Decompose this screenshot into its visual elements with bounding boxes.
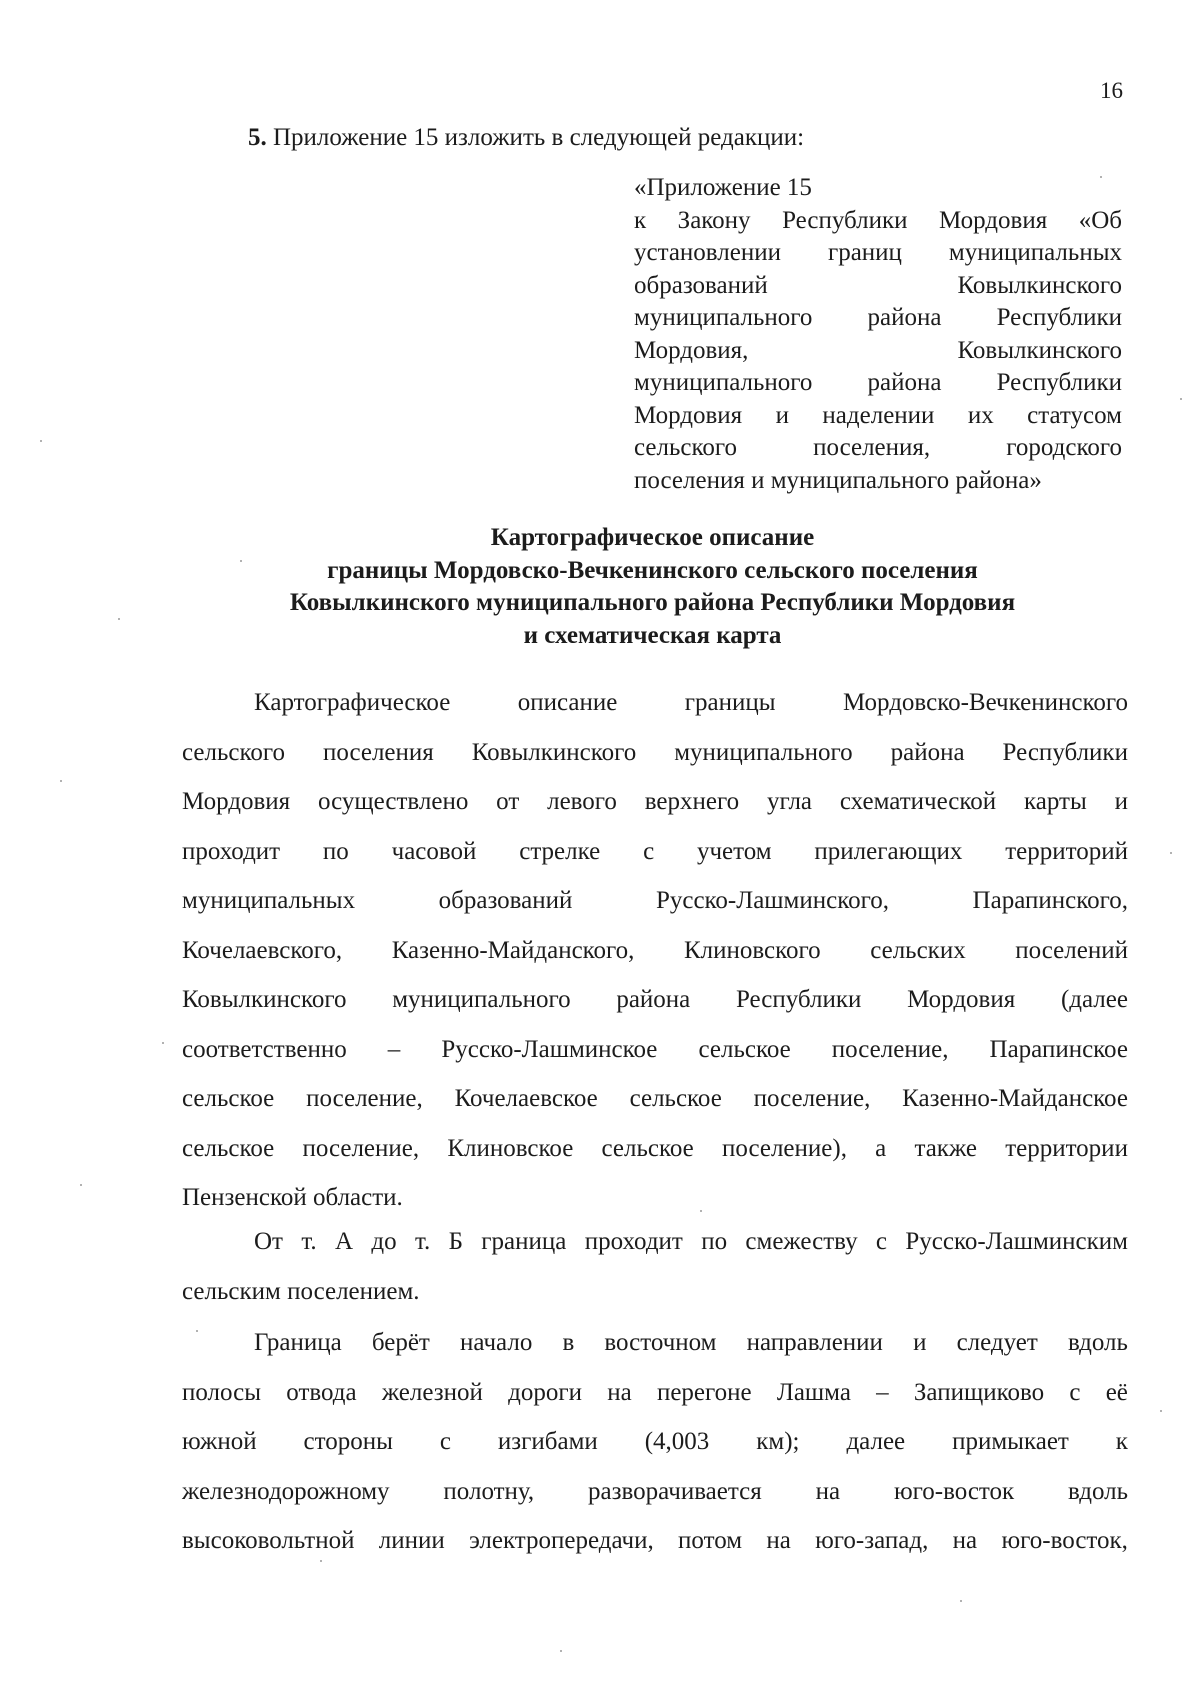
word: Б xyxy=(448,1228,463,1255)
word: верхнего xyxy=(644,788,740,815)
word: сельское xyxy=(601,1134,694,1162)
word: муниципальных xyxy=(948,239,1122,266)
word: Мордовско-Вечкенинского xyxy=(842,689,1128,716)
word: Республики xyxy=(735,986,862,1013)
word: муниципальных xyxy=(182,887,356,914)
word: поселение, xyxy=(302,1134,420,1162)
word: и xyxy=(913,1329,927,1356)
appendix-line xyxy=(634,237,1122,270)
word: района xyxy=(616,986,691,1013)
word: юго-восток, xyxy=(1001,1527,1128,1554)
word: железнодорожному xyxy=(182,1477,390,1505)
word: поселение), xyxy=(721,1134,847,1162)
paragraph-route xyxy=(182,1318,1128,1566)
word: района xyxy=(867,369,942,396)
appendix-line xyxy=(634,367,1122,400)
word: Ковылкинского xyxy=(471,738,637,766)
paragraph-line xyxy=(182,678,1128,728)
word: сельское xyxy=(698,1035,791,1063)
word: границ xyxy=(827,239,902,266)
word: потом xyxy=(678,1527,743,1554)
word: Русско-Лашминское xyxy=(441,1035,658,1063)
word: южной xyxy=(182,1428,257,1455)
word: в xyxy=(562,1329,575,1356)
word: вдоль xyxy=(1068,1477,1128,1505)
word: городского xyxy=(1006,434,1122,461)
word: района xyxy=(867,304,942,331)
scan-speck xyxy=(1180,398,1182,400)
appendix-line xyxy=(634,335,1122,368)
appendix-heading: «Приложение 15 xyxy=(634,174,812,201)
paragraph-last-line-text: Пензенской области. xyxy=(182,1184,403,1211)
scan-speck xyxy=(320,1560,322,1562)
word: Кочелаевского, xyxy=(182,936,343,964)
word: Республики xyxy=(782,206,908,234)
word: Клиновское xyxy=(447,1134,574,1162)
word: Ковылкинского xyxy=(957,336,1122,364)
word: юго-восток xyxy=(893,1477,1015,1505)
word: полотну, xyxy=(443,1477,535,1505)
word: примыкает xyxy=(952,1428,1069,1455)
document-title xyxy=(180,522,1125,652)
word: их xyxy=(967,401,994,429)
word: описание xyxy=(517,689,618,716)
scan-speck xyxy=(196,1330,198,1332)
word: Русско-Лашминским xyxy=(905,1228,1128,1255)
word: соответственно xyxy=(182,1035,347,1063)
word: – xyxy=(876,1378,889,1406)
word: схематической xyxy=(839,788,997,815)
appendix-line xyxy=(634,400,1122,433)
word: сельских xyxy=(870,936,966,964)
word: вдоль xyxy=(1067,1329,1128,1356)
word: статусом xyxy=(1027,401,1122,429)
word: её xyxy=(1105,1378,1128,1406)
word: Закону xyxy=(677,206,751,234)
word: также xyxy=(914,1134,977,1162)
word: Кочелаевское xyxy=(454,1085,598,1112)
word: (далее xyxy=(1060,986,1128,1013)
word: км); xyxy=(756,1428,800,1455)
word: к xyxy=(634,206,647,234)
scan-speck xyxy=(1100,176,1102,178)
appendix-line xyxy=(634,205,1122,238)
scan-speck xyxy=(162,1042,164,1044)
word: полосы xyxy=(182,1378,262,1406)
page-number: 16 xyxy=(1100,78,1123,103)
word: сельское xyxy=(182,1134,275,1162)
word: перегоне xyxy=(656,1378,752,1406)
word: начало xyxy=(459,1329,533,1356)
instruction-number: 5. xyxy=(248,124,267,151)
word: по xyxy=(322,837,349,865)
title-line: Картографическое описание xyxy=(490,524,815,551)
word: стороны xyxy=(303,1428,393,1455)
word: Запищиково xyxy=(913,1378,1045,1406)
word: – xyxy=(387,1035,401,1063)
appendix-line xyxy=(634,432,1122,465)
paragraph-line xyxy=(182,1025,1128,1075)
word: Казенно-Майданского, xyxy=(391,936,635,964)
appendix-caption xyxy=(634,172,1122,497)
word: сельского xyxy=(634,434,737,461)
scan-speck xyxy=(60,780,62,782)
appendix-line xyxy=(634,270,1122,303)
word: (4,003 xyxy=(644,1428,710,1455)
paragraph-line xyxy=(182,1217,1128,1267)
word: берёт xyxy=(371,1329,430,1356)
word: установлении xyxy=(634,239,781,266)
paragraph-segment-a-b xyxy=(182,1217,1128,1316)
scan-speck xyxy=(240,560,242,562)
word: проходит xyxy=(584,1228,683,1255)
paragraph-last-line-text: сельским поселением. xyxy=(182,1277,420,1305)
word: с xyxy=(875,1228,888,1255)
scan-speck xyxy=(40,440,42,442)
word: от xyxy=(496,788,520,815)
word: Русско-Лашминского, xyxy=(655,887,889,914)
word: граница xyxy=(481,1228,567,1255)
word: Казенно-Майданское xyxy=(902,1085,1128,1112)
word: до xyxy=(371,1228,397,1255)
word: муниципального xyxy=(634,304,813,331)
word: наделении xyxy=(822,401,935,429)
scan-speck xyxy=(1160,1410,1162,1412)
word: с xyxy=(1069,1378,1081,1406)
word: угла xyxy=(766,788,813,815)
word: отвода xyxy=(286,1378,357,1406)
word: прилегающих xyxy=(814,837,963,865)
word: на xyxy=(952,1527,978,1554)
word: и xyxy=(775,401,789,429)
paragraph-line xyxy=(182,827,1128,877)
word: Мордовия xyxy=(939,206,1048,234)
word: территории xyxy=(1005,1134,1128,1162)
word: т. xyxy=(301,1228,317,1255)
scan-speck xyxy=(118,618,120,620)
word: осуществлено xyxy=(318,788,469,815)
word: карты xyxy=(1023,788,1087,815)
word: муниципального xyxy=(674,738,853,766)
word: границы xyxy=(684,689,776,716)
word: Мордовия xyxy=(634,401,743,429)
word: образований xyxy=(438,887,573,914)
title-line: Ковылкинского муниципального района Республики Мордовия xyxy=(289,589,1016,616)
word: территорий xyxy=(1005,837,1128,865)
word: к xyxy=(1115,1428,1128,1455)
amendment-instruction xyxy=(248,124,804,152)
scan-speck xyxy=(700,1210,702,1212)
word: Мордовия xyxy=(182,788,291,815)
word: Мордовия, xyxy=(634,336,749,364)
word: Парапинское xyxy=(989,1035,1128,1063)
paragraph-line xyxy=(182,1417,1128,1467)
word: часовой xyxy=(391,837,477,865)
word: на xyxy=(607,1378,632,1406)
word: образований xyxy=(634,271,768,299)
word: восточном xyxy=(604,1329,717,1356)
word: линии xyxy=(378,1527,445,1554)
paragraph-line xyxy=(182,876,1128,926)
word: левого xyxy=(547,788,617,815)
paragraph-line xyxy=(182,1074,1128,1124)
word: поселения xyxy=(322,738,434,766)
scan-speck xyxy=(960,1600,962,1602)
word: А xyxy=(334,1228,354,1255)
word: юго-запад, xyxy=(815,1527,929,1554)
paragraph-last-line xyxy=(182,1267,1128,1317)
word: сельское xyxy=(182,1085,275,1112)
word: железной xyxy=(381,1378,483,1406)
word: смежеству xyxy=(745,1228,858,1255)
paragraph-line xyxy=(182,1124,1128,1174)
paragraph-line xyxy=(182,975,1128,1025)
paragraph-line xyxy=(182,777,1128,827)
word: сельское xyxy=(629,1085,722,1112)
word: следует xyxy=(956,1329,1038,1356)
word: Ковылкинского xyxy=(957,271,1122,299)
scan-speck xyxy=(560,1650,562,1652)
word: Картографическое xyxy=(254,689,451,716)
word: поселения, xyxy=(813,434,931,461)
word: Клиновского xyxy=(683,936,821,964)
word: поселений xyxy=(1015,936,1128,964)
appendix-last-line: поселения и муниципального района» xyxy=(634,466,1042,494)
word: Республики xyxy=(996,369,1122,396)
paragraph-line xyxy=(182,1467,1128,1517)
word: Парапинского, xyxy=(972,887,1128,914)
word: От xyxy=(254,1228,283,1255)
scan-speck xyxy=(1170,852,1172,854)
paragraph-line xyxy=(182,1516,1128,1566)
word: высоковольтной xyxy=(182,1527,355,1554)
word: «Об xyxy=(1078,206,1122,234)
word: проходит xyxy=(182,837,281,865)
appendix-line xyxy=(634,302,1122,335)
word: района xyxy=(890,738,965,766)
word: изгибами xyxy=(497,1428,598,1455)
title-line: границы Мордовско-Вечкенинского сельского поселения xyxy=(327,556,978,584)
word: с xyxy=(643,837,655,865)
paragraph-line xyxy=(182,926,1128,976)
title-line: и схематическая карта xyxy=(523,621,782,649)
word: учетом xyxy=(696,837,772,865)
word: разворачивается xyxy=(588,1477,762,1505)
paragraph-line xyxy=(182,1368,1128,1418)
word: дороги xyxy=(508,1378,582,1406)
word: далее xyxy=(846,1428,906,1455)
word: муниципального xyxy=(392,986,571,1013)
word: на xyxy=(766,1527,791,1554)
word: Ковылкинского xyxy=(182,986,347,1013)
word: стрелке xyxy=(519,837,601,865)
word: поселение, xyxy=(831,1035,949,1063)
word: Лашма xyxy=(776,1378,851,1406)
word: и xyxy=(1114,788,1128,815)
word: муниципального xyxy=(634,369,813,396)
word: по xyxy=(701,1228,728,1255)
paragraph-line xyxy=(182,728,1128,778)
word: электропередачи, xyxy=(469,1527,654,1554)
word: направлении xyxy=(746,1329,883,1356)
word: поселение, xyxy=(753,1085,871,1112)
word: а xyxy=(875,1134,887,1162)
word: Республики xyxy=(996,304,1122,331)
paragraph-line xyxy=(182,1318,1128,1368)
word: Республики xyxy=(1002,738,1128,766)
scan-speck xyxy=(80,1184,82,1186)
word: с xyxy=(439,1428,451,1455)
paragraph-description xyxy=(182,678,1128,1223)
paragraph-last-line xyxy=(182,1173,1128,1223)
instruction-text: Приложение 15 изложить в следующей редакции: xyxy=(273,124,805,151)
word: Мордовия xyxy=(907,986,1016,1013)
word: на xyxy=(815,1477,841,1505)
word: сельского xyxy=(182,738,285,766)
word: т. xyxy=(414,1228,431,1255)
word: Граница xyxy=(254,1329,342,1356)
word: поселение, xyxy=(306,1085,423,1112)
